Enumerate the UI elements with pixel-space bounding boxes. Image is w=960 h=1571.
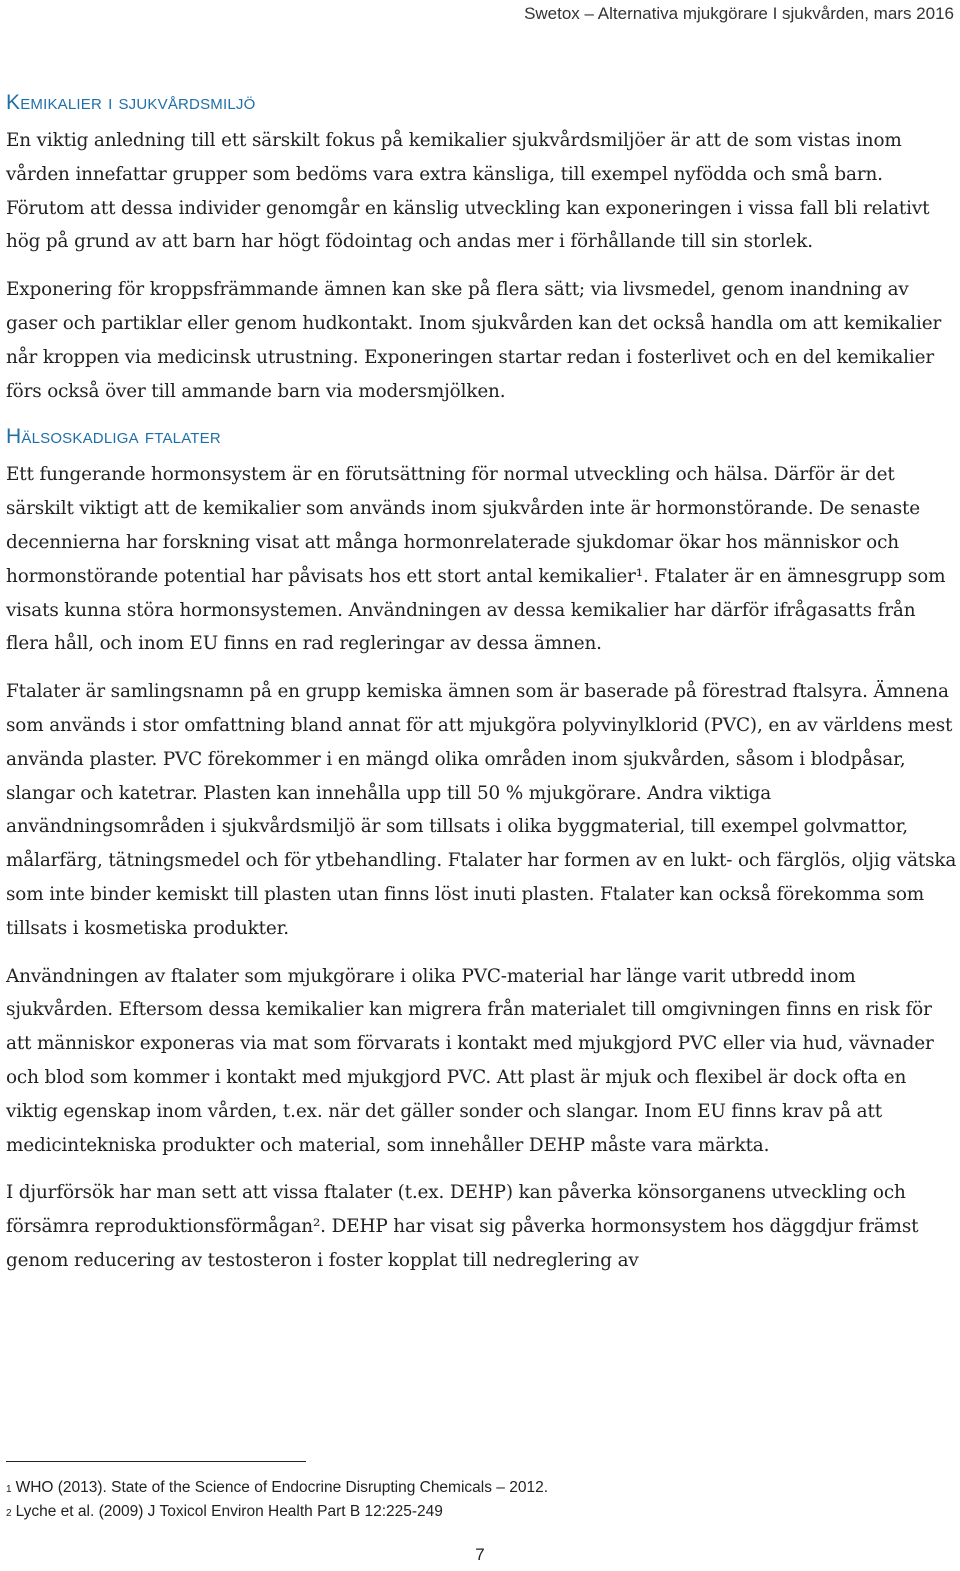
paragraph: Användningen av ftalater som mjukgörare i olika PVC-material har länge varit utbredd inom sjukvården. Eftersom dessa kemikalier kan migrera från materialet till omgivningen finns en risk för att människor exponeras via mat som förvarats i kontakt med mjukgjord PVC eller via hud, vävnader och blod som kommer i kontakt med mjukgjord PVC. Att plast är mjuk och flexibel är dock ofta en viktig egenskap inom vården, t.ex. när det gäller sonder och slangar. Inom EU finns krav på att medicintekniska produkter och material, som innehåller DEHP måste vara märkta. — [6, 965, 934, 1156]
paragraph: Ett fungerande hormonsystem är en förutsättning för normal utveckling och hälsa. Därför är det särskilt viktigt att de kemikalier som används inom sjukvården inte är hormonstörande. De senaste decennierna har forskning visat att många hormonrelaterade sjukdomar ökar hos människor och hormonstörande potential har påvisats hos ett stort antal kemikalier¹. Ftalater är en ämnesgrupp som visats kunna störa hormonsystemen. Användningen av dessa kemikalier har därför ifrågasatts från flera håll, och inom EU finns en rad regleringar av dessa ämnen. — [6, 464, 946, 655]
section-heading-ftalater: Hälsoskadliga ftalater — [6, 425, 221, 449]
page-number: 7 — [475, 1545, 485, 1564]
footnote-1 — [6, 1476, 958, 1500]
running-header: Swetox – Alternativa mjukgörare I sjukvården, mars 2016 — [524, 4, 954, 23]
footnote-divider — [6, 1461, 306, 1462]
footnote-number: 2 — [6, 1508, 12, 1519]
footnote-text: WHO (2013). State of the Science of Endocrine Disrupting Chemicals – 2012. — [15, 1479, 548, 1496]
document-body — [6, 88, 958, 1292]
paragraph: En viktig anledning till ett särskilt fokus på kemikalier sjukvårdsmiljöer är att de som vistas inom vården innefattar grupper som bedöms vara extra känsliga, till exempel nyfödda och små barn. Förutom att dessa individer genomgår en känslig utveckling kan exponeringen i vissa fall bli relativt hög på grund av att barn har högt födointag och andas mer i förhållande till sin storlek. — [6, 130, 930, 253]
footnotes — [6, 1461, 958, 1524]
paragraph: Ftalater är samlingsnamn på en grupp kemiska ämnen som är baserade på förestrad ftalsyra. Ämnena som används i stor omfattning bland annat för att mjukgöra polyvinylklorid (PVC), en av världens mest använda plaster. PVC förekommer i en mängd olika områden inom sjukvården, såsom i blodpåsar, slangar och katetrar. Plasten kan innehålla upp till 50 % mjukgörare. Andra viktiga användningsområden i sjukvårdsmiljö är som tillsats i olika byggmaterial, till exempel golvmattor, målarfärg, tätningsmedel och för ytbehandling. Ftalater har formen av en lukt- och färglös, oljig vätska som inte binder kemiskt till plasten utan finns löst inuti plasten. Ftalater kan också förekomma som tillsats i kosmetiska produkter. — [6, 681, 957, 939]
footnote-text: Lyche et al. (2009) J Toxicol Environ Health Part B 12:225-249 — [15, 1503, 443, 1520]
footnote-2 — [6, 1500, 958, 1524]
footnote-number: 1 — [6, 1484, 12, 1495]
paragraph: Exponering för kroppsfrämmande ämnen kan ske på flera sätt; via livsmedel, genom inandning av gaser och partiklar eller genom hudkontakt. Inom sjukvården kan det också handla om att kemikalier når kroppen via medicinsk utrustning. Exponeringen startar redan i fosterlivet och en del kemikalier förs också över till ammande barn via modersmjölken. — [6, 279, 942, 402]
paragraph: I djurförsök har man sett att vissa ftalater (t.ex. DEHP) kan påverka könsorganens utveckling och försämra reproduktionsförmågan². DEHP har visat sig påverka hormonsystem hos däggdjur främst genom reducering av testosteron i foster kopplat till nedreglering av — [6, 1182, 919, 1271]
section-heading-kemikalier: Kemikalier i sjukvårdsmiljö — [6, 91, 256, 114]
